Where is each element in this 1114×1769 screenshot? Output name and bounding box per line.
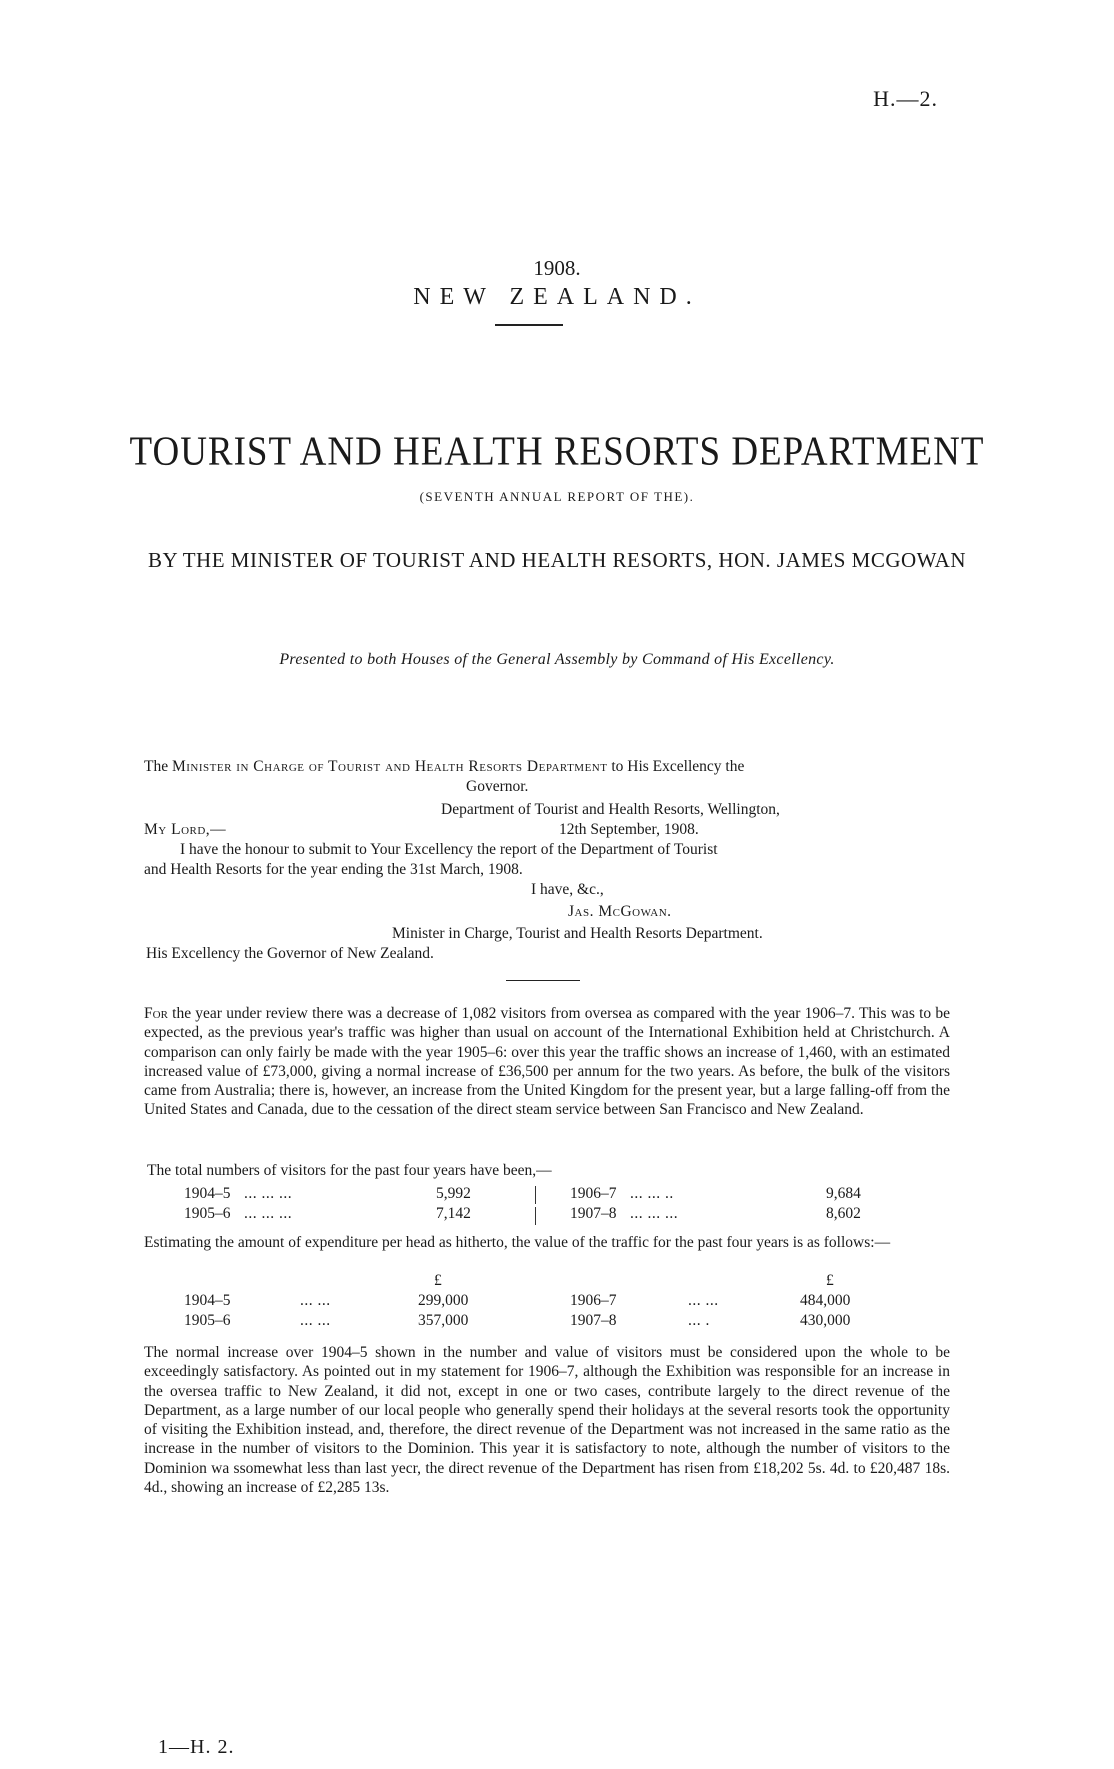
letter-heading-title: Minister in Charge of Tourist and Health Resorts Department [171,758,608,775]
table-leader: ... ... [300,1312,331,1329]
currency-symbol: £ [826,1272,834,1289]
letter-salutation: My Lord,— [144,821,227,838]
report-paragraph: The total numbers of visitors for the past four years have been,— [147,1162,552,1179]
author-line: BY THE MINISTER OF TOURIST AND HEALTH RESORTS, HON. JAMES MCGOWAN [147,548,967,572]
letter-body-line2: and Health Resorts for the year ending the 31st March, 1908. [144,861,523,878]
letter-date: 12th September, 1908. [559,821,699,838]
table-row-value: 357,000 [418,1312,469,1329]
table-row-year: 1907–8 [570,1312,617,1329]
table-row-value: 9,684 [826,1185,861,1202]
letter-signature-title: Minister in Charge, Tourist and Health Resorts Department. [392,925,763,942]
table-row-year: 1905–6 [184,1205,231,1222]
report-year: 1908. [533,256,581,280]
divider [495,324,563,326]
table-row-year: 1906–7 [570,1185,617,1202]
letter-heading-pre: The [144,758,172,775]
table-row-value: 484,000 [800,1292,851,1309]
paragraph-text: The normal increase over 1904–5 shown in the number and value of visitors must be considered upon the whole to be exceedingly satisfactory. As pointed out in my statement for 1906–7, although the Exhibition was responsible for an increase in the oversea traffic to New Zealand, it did not, except in one or two cases, contribute largely to the direct revenue of the Department, as a large number of our local people who generally spend their holidays at the several resorts took the opportunity of visiting the Exhibition instead, and, therefore, the direct revenue of the Department was not increased in the same ratio as the increase in the number of visitors to the Dominion. This year it is satisfactory to note, although the number of visitors to the Dominion wa ssomewhat less than last yecr, the direct revenue of the Department has risen from £18,202 5s. 4d. to £20,487 18s. 4d., showing an increase of £2,285 13s. [144,1344,950,1497]
table-leader: ... ... ... [630,1205,679,1222]
letter-addressee: His Excellency the Governor of New Zealand. [146,945,434,962]
report-paragraph [144,1004,950,1120]
table-row-year: 1906–7 [570,1292,617,1309]
letter-closing: I have, &c., [531,881,604,898]
table-row-year: 1904–5 [184,1292,231,1309]
paragraph-text: the year under review there was a decrease of 1,082 visitors from oversea as compared with the year 1906–7. This was to be expected, as the previous year's traffic was higher than usual on account of the International Exhibition held at Christchurch. A comparison can only fairly be made with the year 1905–6: over this year the traffic shows an increase of 1,460, with an estimated increased value of £73,000, giving a normal increase of £36,500 per annum for the two years. As before, the bulk of the visitors came from Australia; there is, however, an increase from the United Kingdom for the present year, but a large falling-off from the United States and Canada, due to the cessation of the direct steam service between San Francisco and New Zealand. [144,1005,950,1119]
table-leader: ... ... ... [244,1205,293,1222]
table-row-value: 5,992 [436,1185,471,1202]
presented-line: Presented to both Houses of the General Assembly by Command of His Excellency. [279,651,835,668]
table-leader: ... ... ... [244,1185,293,1202]
letter-heading-line2: Governor. [466,778,529,795]
table-row-value: 8,602 [826,1205,861,1222]
letter-body-line1: I have the honour to submit to Your Excellency the report of the Department of Tourist [180,841,718,858]
page-reference: H.—2. [873,86,938,111]
table-row-value: 299,000 [418,1292,469,1309]
letter-heading-post: to His Excellency the [607,758,745,775]
table-leader: ... ... .. [630,1185,674,1202]
document-subtitle: (SEVENTH ANNUAL REPORT OF THE). [419,489,695,504]
country-heading: NEW ZEALAND. [413,284,701,310]
paragraph-text: Estimating the amount of expenditure per head as hitherto, the value of the traffic for the past four years is as follows:— [144,1234,891,1251]
currency-symbol: £ [434,1272,442,1289]
letter-address: Department of Tourist and Health Resorts, Wellington, [441,801,780,818]
report-paragraph [144,1233,950,1252]
traffic-value-table [0,1271,1114,1335]
table-leader: ... ... [300,1292,331,1309]
table-leader: ... ... [688,1292,719,1309]
report-paragraph [144,1343,950,1497]
table-leader: ... . [688,1312,710,1329]
column-divider [535,1207,536,1225]
page-footer: 1—H. 2. [158,1736,235,1758]
letter-signature: Jas. McGowan. [568,903,672,920]
table-row-year: 1904–5 [184,1185,231,1202]
table-row-year: 1907–8 [570,1205,617,1222]
table-row-value: 430,000 [800,1312,851,1329]
column-divider [535,1186,536,1204]
table-row-year: 1905–6 [184,1312,231,1329]
table-row-value: 7,142 [436,1205,471,1222]
letter-heading [144,757,950,777]
paragraph-lead-word: For [144,1005,168,1022]
divider [506,980,580,981]
visitors-table [0,1184,1114,1228]
document-title: TOURIST AND HEALTH RESORTS DEPARTMENT [129,428,985,475]
